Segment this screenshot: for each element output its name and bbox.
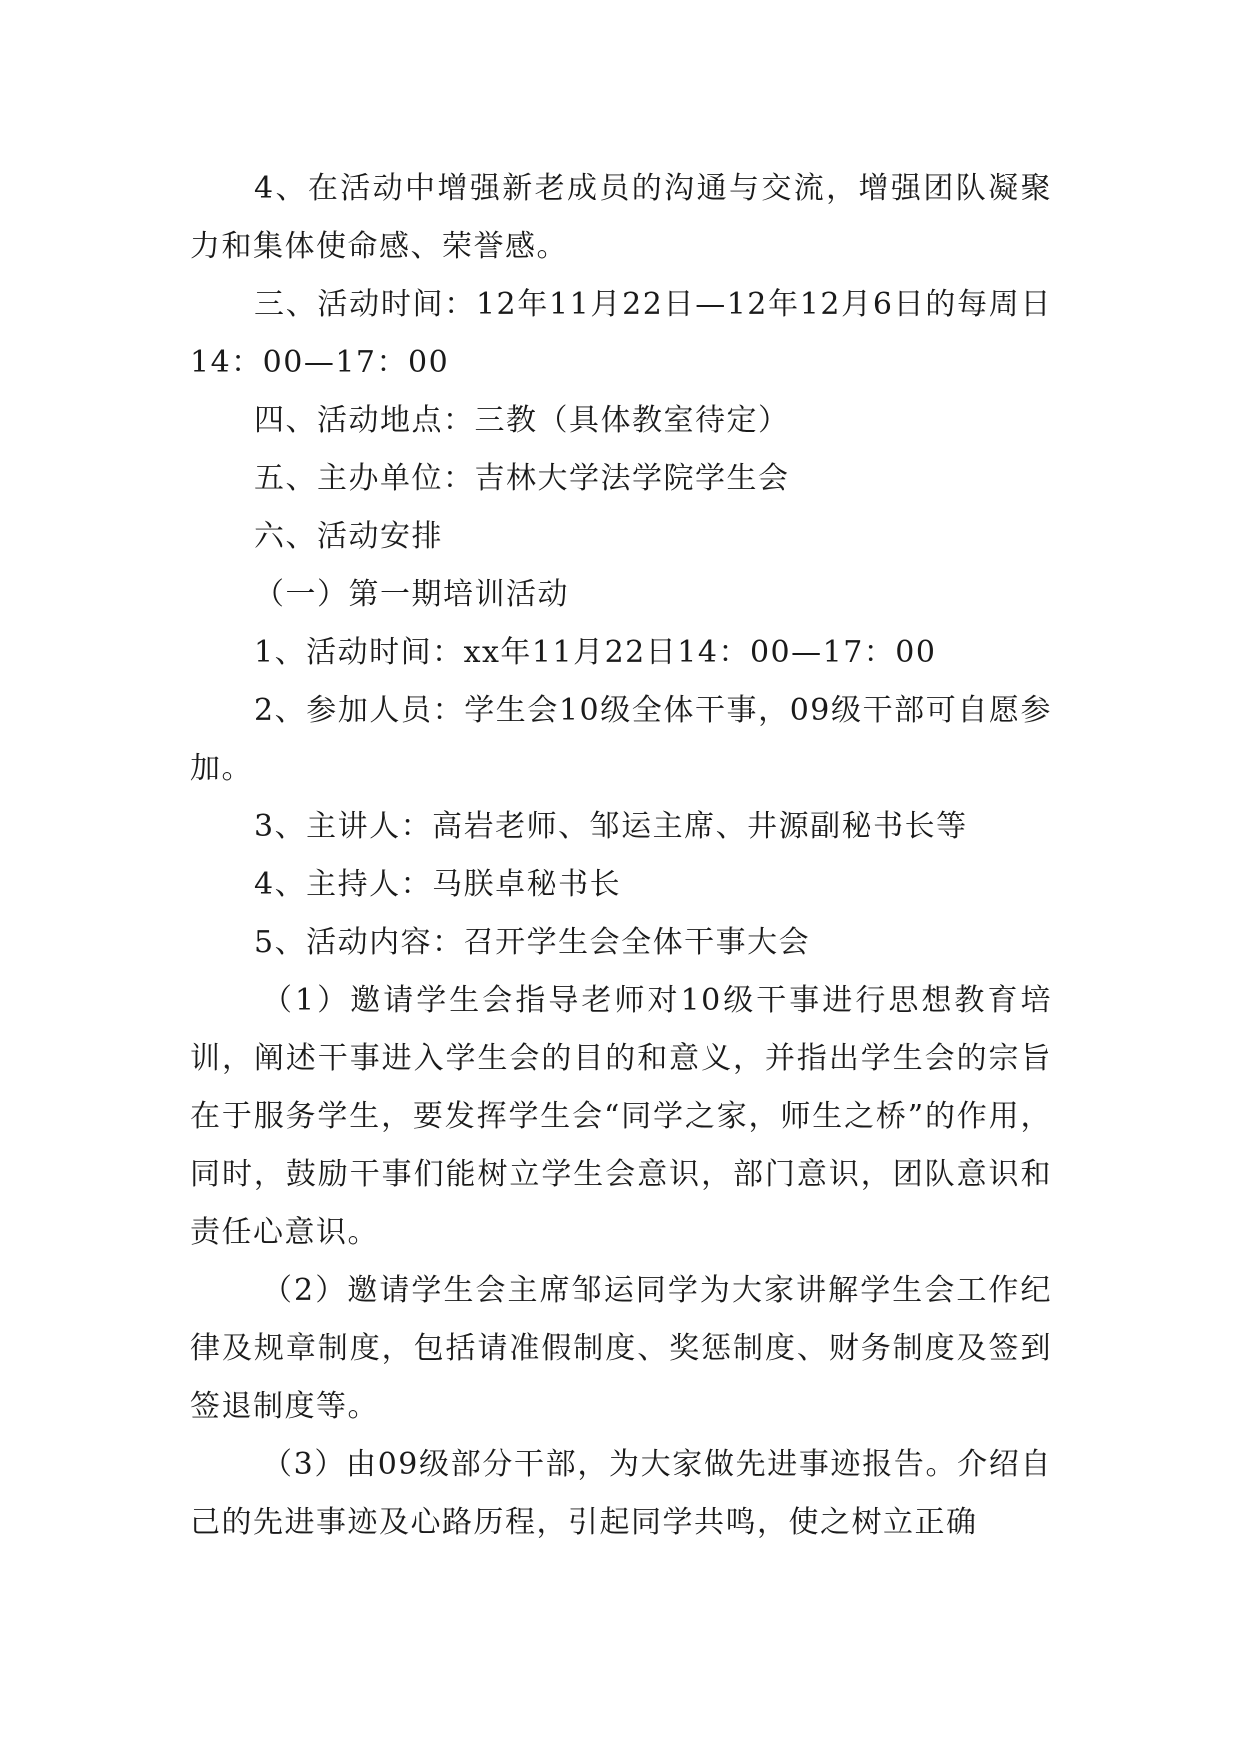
paragraph-speakers: 3、主讲人：高岩老师、邹运主席、井源副秘书长等 — [254, 809, 968, 844]
paragraph-session-one-heading: （一）第一期培训活动 — [254, 577, 569, 612]
paragraph-content-item-2: （2）邀请学生会主席邹运同学为大家讲解学生会工作纪律及规章制度，包括请准假制度、奖惩制度、财务制度及签到签退制度等。 — [190, 1273, 1052, 1424]
paragraph-participants: 2、参加人员：学生会10级全体干事，09级干部可自愿参加。 — [190, 693, 1052, 786]
paragraph-content-item-3: （3）由09级部分干部，为大家做先进事迹报告。介绍自己的先进事迹及心路历程，引起同学共鸣，使之树立正确 — [190, 1447, 1052, 1540]
paragraph-content-item-1: （1）邀请学生会指导老师对10级干事进行思想教育培训，阐述干事进入学生会的目的和意义，并指出学生会的宗旨在于服务学生，要发挥学生会“同学之家，师生之桥”的作用，同时，鼓励干事们能树立学生会意识，部门意识，团队意识和责任心意识。 — [190, 983, 1052, 1250]
paragraph-activity-location: 四、活动地点：三教（具体教室待定） — [254, 403, 790, 438]
paragraph-session-time: 1、活动时间：xx年11月22日14：00—17：00 — [254, 635, 937, 670]
paragraph-goal-4: 4、在活动中增强新老成员的沟通与交流，增强团队凝聚力和集体使命感、荣誉感。 — [190, 171, 1052, 264]
paragraph-host: 4、主持人：马朕卓秘书长 — [254, 867, 622, 902]
document-page — [190, 160, 1052, 1552]
paragraph-activity-time: 三、活动时间：12年11月22日—12年12月6日的每周日14：00—17：00 — [190, 287, 1052, 380]
paragraph-content: 5、活动内容：召开学生会全体干事大会 — [254, 925, 811, 960]
paragraph-organizer: 五、主办单位：吉林大学法学院学生会 — [254, 461, 790, 496]
paragraph-schedule-heading: 六、活动安排 — [254, 519, 443, 554]
